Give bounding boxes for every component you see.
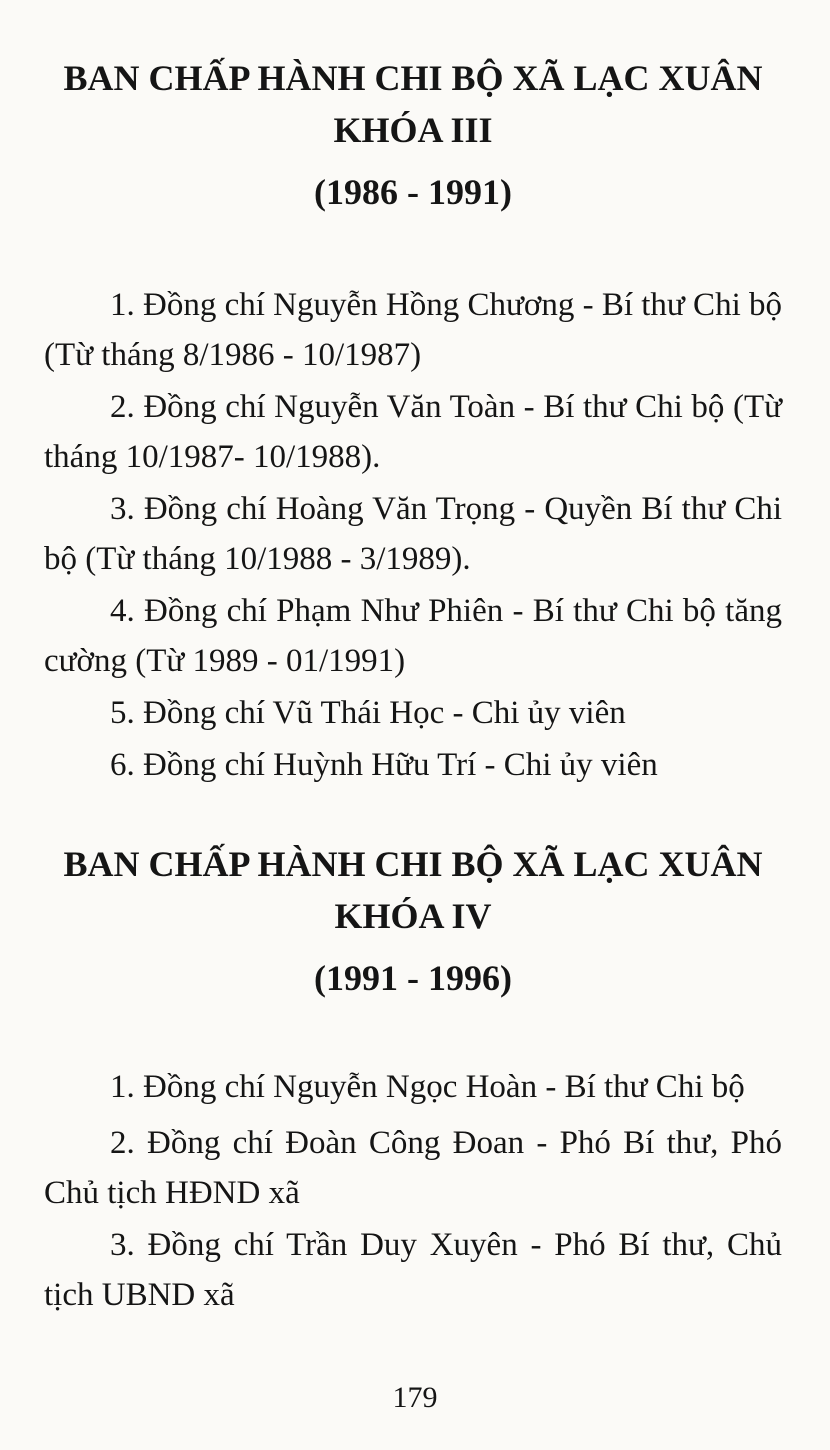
section-term-iv	[44, 838, 782, 1322]
section-title: BAN CHẤP HÀNH CHI BỘ XÃ LẠC XUÂN	[63, 58, 763, 98]
page-number: 179	[392, 1381, 438, 1414]
list-item: 2. Đồng chí Đoàn Công Đoan - Phó Bí thư, Phó Chủ tịch HĐND xã	[44, 1125, 782, 1211]
list-item: 5. Đồng chí Vũ Thái Học - Chi ủy viên	[110, 695, 626, 731]
list-item: 3. Đồng chí Hoàng Văn Trọng - Quyền Bí thư Chi bộ (Từ tháng 10/1988 - 3/1989).	[44, 491, 782, 577]
list-item: 1. Đồng chí Nguyễn Ngọc Hoàn - Bí thư Chi bộ	[110, 1069, 745, 1105]
list-item: 3. Đồng chí Trần Duy Xuyên - Phó Bí thư, Chủ tịch UBND xã	[44, 1227, 782, 1313]
list-item: 4. Đồng chí Phạm Như Phiên - Bí thư Chi bộ tăng cường (Từ 1989 - 01/1991)	[44, 593, 782, 679]
section-term-label: KHÓA III	[333, 110, 493, 150]
section-title: BAN CHẤP HÀNH CHI BỘ XÃ LẠC XUÂN	[63, 844, 763, 884]
list-item: 6. Đồng chí Huỳnh Hữu Trí - Chi ủy viên	[110, 747, 658, 783]
section-years: (1991 - 1996)	[314, 958, 512, 998]
member-list	[44, 280, 782, 790]
section-term-iii	[44, 52, 782, 792]
section-term-label: KHÓA IV	[334, 896, 492, 936]
list-item: 2. Đồng chí Nguyễn Văn Toàn - Bí thư Chi bộ (Từ tháng 10/1987- 10/1988).	[44, 389, 782, 475]
list-item: 1. Đồng chí Nguyễn Hồng Chương - Bí thư Chi bộ (Từ tháng 8/1986 - 10/1987)	[44, 287, 782, 373]
member-list	[44, 1062, 782, 1320]
section-years: (1986 - 1991)	[314, 172, 512, 212]
